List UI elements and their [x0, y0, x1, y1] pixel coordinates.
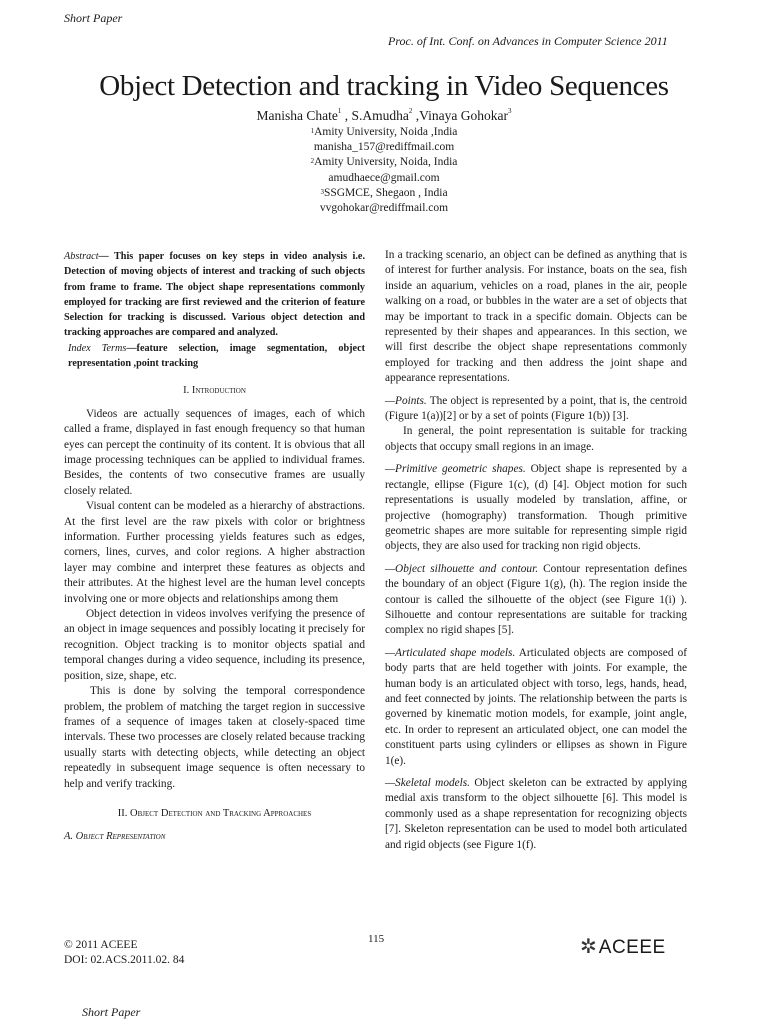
aceee-logo [580, 934, 666, 959]
right-column [385, 248, 687, 853]
author-list [0, 108, 768, 124]
email-3: vvgohokar@rediffmail.com [319, 202, 449, 215]
author-1: Manisha Chate [256, 108, 338, 123]
logo-text: ACEEE [598, 937, 666, 958]
author-1-sup: 1 [337, 107, 342, 115]
author-2-sup: 2 [408, 107, 413, 115]
index-terms [64, 341, 365, 372]
affiliations [0, 125, 768, 216]
points-paragraph [385, 394, 687, 425]
abstract [64, 249, 365, 341]
footer-short-paper: Short Paper [82, 1005, 141, 1019]
star-icon: ✲ [580, 936, 597, 958]
points-text: The object is represented by a point, that is, the centroid (Figure 1(a))[2] or by a set of points (Figure 1(b)) [3]. [385, 394, 687, 423]
left-column [64, 249, 365, 845]
articulated-paragraph [385, 646, 687, 769]
affiliation-3: SSGMCE, Shegaon , India [323, 186, 448, 199]
doi: DOI: 02.ACS.2011.02. 84 [64, 954, 185, 966]
author-3-sup: 3 [507, 107, 512, 115]
primitive-shapes-paragraph [385, 462, 687, 554]
silhouette-text: Contour representation defines the boundary of an object (Figure 1(g), (h). The region inside the contour is called the silhouette of the object (see Figure 1(i) ). Silhouette and contour representations are suitable for tracking complex no rigid shapes [5]. [385, 562, 687, 637]
affiliation-1: Amity University, Noida ,India [314, 126, 458, 138]
skeletal-label: —Skeletal models. [385, 777, 471, 789]
affiliation-2: Amity University, Noida, India [314, 156, 458, 169]
intro-paragraph-3: Object detection in videos involves verifying the presence of an object in image sequences and possibly locating it precisely for recognition. Object tracking is to monitor objects spatial and temporal changes during a video sequence, including its presence, position, size, shape, etc. [64, 608, 365, 682]
conference-name: Proc. of Int. Conf. on Advances in Computer Science 2011 [388, 34, 668, 48]
email-1: manisha_157@rediffmail.com [313, 141, 455, 154]
primitive-shapes-label: —Primitive geometric shapes. [385, 463, 526, 476]
points-paragraph-2: In general, the point representation is suitable for tracking objects that occupy small regions in an image. [385, 425, 687, 453]
articulated-text: Articulated objects are composed of body parts that are held together with joints. For example, the human body is an articulated object with torso, legs, hands, head, and feet connected by joints. The relationship between the parts is governed by kinematic motion models, for example, joint angle, etc. In order to represent an articulated object, one can model the constituent parts using cylinders or ellipses as shown in Figure 1(e). [385, 646, 687, 767]
abstract-label: Abstract [64, 251, 99, 262]
primitive-shapes-text: Object shape is represented by a rectangle, ellipse (Figure 1(c), (d) [4]. Object motion for such representations is usually modeled by translation, affine, or projective (homography) transformation. Though primitive geometric shapes are more suitable for representing simple rigid objects, they are also used for tracking non rigid objects. [385, 463, 687, 553]
section-heading-approaches: II. Object Detection and Tracking Approaches [117, 807, 312, 819]
tracking-scenario-paragraph: In a tracking scenario, an object can be defined as anything that is of interest for further analysis. For instance, boats on the sea, fish inside an aquarium, vehicles on a road, planes in the air, people walking on a road, or bubbles in the water are a set of objects that may be important to track in a specific domain. Objects can be represented by their shapes and appearances. In this section, we will first describe the object shape representations commonly employed for tracking and then address the joint shape and appearance representations. [385, 249, 687, 385]
aff1-sup: 1 [310, 127, 315, 135]
intro-paragraph-4: This is done by solving the temporal correspondence problem, the problem of matching the target region in successive frames of a sequence of images taken at closely-spaced time intervals. These two processes are closely related because tracking usually starts with detecting objects, while detecting an object repeatedly in subsequent image sequence is often necessary to help and verify tracking. [64, 685, 365, 790]
header-short-paper: Short Paper [64, 11, 123, 25]
skeletal-paragraph [385, 776, 687, 853]
index-terms-label: Index Terms [68, 342, 127, 354]
skeletal-text: Object skeleton can be extracted by applying medial axis transform to the object silhouette [6]. This model is commonly used as a shape representation for recognizing objects [7]. Skeleton representation can be used to model both articulated and rigid objects (see Figure 1(f). [385, 777, 688, 851]
footer-publisher [64, 938, 184, 968]
index-terms-text: —feature selection, image segmentation, object representation ,point tracking [68, 342, 365, 370]
author-3: ,Vinaya Gohokar [412, 108, 508, 123]
points-label: —Points. [385, 394, 427, 407]
aff3-sup: 3 [320, 187, 324, 196]
paper-title: Object Detection and tracking in Video Sequences [99, 70, 669, 102]
copyright: © 2011 ACEEE [64, 939, 138, 951]
articulated-label: —Articulated shape models. [385, 646, 516, 659]
page-number: 115 [368, 933, 385, 945]
intro-paragraph-2: Visual content can be modeled as a hierarchy of abstractions. At the first level are the raw pixels with color or brightness information. Further processing yields features such as edges, corners, lines, curves, and color regions. A higher abstraction layer may combine and interpret these features as objects and their attributes. At the highest level are the human level concepts involving one or more objects and relationships among them [64, 500, 365, 605]
section-heading-introduction: I. Introduction [183, 385, 246, 397]
author-2: , S.Amudha [341, 108, 409, 123]
silhouette-label: —Object silhouette and contour. [385, 562, 539, 575]
email-2: amudhaece@gmail.com [328, 171, 440, 184]
subsection-heading-object-representation: A. Object Representation [64, 831, 166, 843]
aff2-sup: 2 [310, 157, 315, 166]
intro-paragraph-1: Videos are actually sequences of images, each of which called a frame, displayed in fast enough frequency so that human eyes can percept the continuity of its content. It is obvious that all image processing techniques can be applied to individual frames. Besides, the contents of two consecutive frames are usually closely related. [64, 407, 365, 497]
abstract-text: — This paper focuses on key steps in video analysis i.e. Detection of moving objects of interest and tracking of such objects from frame to frame. The object shape representations commonly employed for tracking are first reviewed and the criterion of feature Selection for tracking is discussed. Various object detection and tracking approaches are compared and analyzed. [64, 251, 365, 339]
silhouette-paragraph [385, 562, 687, 639]
